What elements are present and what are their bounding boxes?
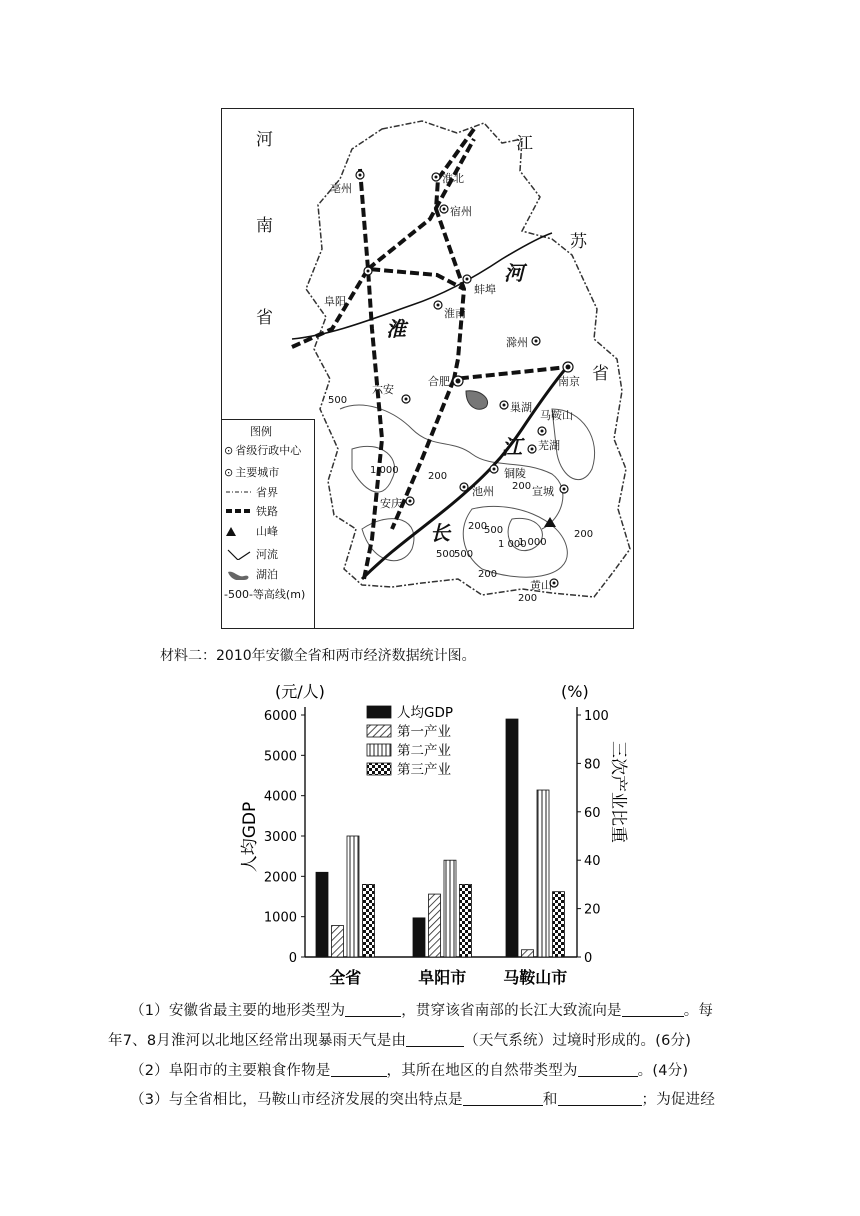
chaohu-lake bbox=[466, 391, 488, 410]
henan-label-2: 南 bbox=[256, 216, 273, 236]
bar-2 bbox=[429, 894, 441, 957]
category-label: 全省 bbox=[329, 968, 362, 987]
answer-blank[interactable] bbox=[345, 1002, 401, 1017]
right-tick-label: 20 bbox=[584, 902, 601, 918]
city-huaibei: 淮北 bbox=[442, 172, 464, 185]
city-icon: ⊙ bbox=[224, 465, 234, 479]
bar-1 bbox=[506, 719, 518, 957]
city-bengbu: 蚌埠 bbox=[474, 283, 496, 296]
capital-icon: ⊙ bbox=[224, 443, 234, 457]
right-axis-title: 三次产业比重 bbox=[608, 741, 628, 843]
bar-4 bbox=[460, 884, 472, 957]
contour-label: 500 bbox=[484, 525, 504, 536]
contour-label: 200 bbox=[574, 529, 594, 540]
q-text: ，其所在地区的自然带类型为 bbox=[386, 1063, 578, 1079]
jiangsu-label-1: 江 bbox=[516, 134, 533, 154]
chang-label-2: 江 bbox=[502, 435, 522, 459]
legend-label: 省界 bbox=[256, 486, 278, 499]
city-bozhou: 亳州 bbox=[330, 182, 352, 195]
contour-label: 200 bbox=[468, 521, 488, 532]
left-tick-label: 4000 bbox=[263, 789, 297, 805]
city-fuyang: 阜阳 bbox=[324, 295, 346, 308]
left-tick-label: 2000 bbox=[263, 870, 297, 886]
legend-swatch bbox=[367, 763, 391, 775]
contour-label: 1 000 bbox=[518, 537, 547, 548]
q-text: （3）与全省相比，马鞍山市经济发展的突出特点是 bbox=[130, 1092, 463, 1108]
city-xuancheng: 宣城 bbox=[532, 485, 554, 498]
legend-swatch bbox=[367, 725, 391, 737]
legend-label: 铁路 bbox=[256, 505, 278, 518]
material-caption: 材料二：2010年安徽全省和两市经济数据统计图。 bbox=[160, 648, 476, 664]
legend-title: 图例 bbox=[250, 425, 272, 438]
legend-label: 第二产业 bbox=[397, 743, 451, 759]
question-2 bbox=[130, 1059, 688, 1080]
q-text: ，贯穿该省南部的长江大致流向是 bbox=[401, 1003, 622, 1019]
city-maanshan: 马鞍山 bbox=[540, 409, 573, 422]
q-text: 和 bbox=[542, 1092, 558, 1108]
right-tick-label: 80 bbox=[584, 757, 601, 773]
q-text: （2）阜阳市的主要粮食作物是 bbox=[130, 1063, 331, 1079]
q-text: （天气系统）过境时形成的。(6分) bbox=[464, 1033, 692, 1049]
city-hefei: 合肥 bbox=[428, 375, 450, 388]
legend-label: 山峰 bbox=[256, 525, 278, 538]
bar-3 bbox=[444, 860, 456, 957]
legend-item bbox=[224, 586, 305, 602]
contour-label: 1 000 bbox=[498, 539, 527, 550]
map-legend bbox=[222, 419, 315, 629]
legend-item bbox=[224, 442, 301, 458]
legend-label: 第一产业 bbox=[397, 724, 451, 740]
contour-label: 500 bbox=[436, 549, 456, 560]
henan-label-3: 省 bbox=[256, 308, 273, 328]
bar-4 bbox=[553, 892, 565, 957]
huai-label-1: 淮 bbox=[386, 317, 406, 341]
city-wuhu: 芜湖 bbox=[538, 439, 560, 452]
peak-legend-icon bbox=[224, 525, 254, 537]
category-label: 马鞍山市 bbox=[503, 968, 568, 987]
bar-3 bbox=[347, 836, 359, 957]
legend-swatch bbox=[367, 706, 391, 718]
contour-label: 200 bbox=[428, 471, 448, 482]
legend-label: 河流 bbox=[256, 548, 278, 561]
right-tick-label: 60 bbox=[584, 805, 601, 821]
contour-label: 200 bbox=[512, 481, 532, 492]
left-axis-title: 人均GDP bbox=[240, 801, 260, 873]
legend-label: 人均GDP bbox=[397, 705, 453, 721]
huai-label-2: 河 bbox=[504, 261, 524, 285]
answer-blank[interactable] bbox=[463, 1091, 543, 1106]
city-nanjing: 南京 bbox=[558, 375, 580, 388]
city-anqing: 安庆 bbox=[380, 497, 402, 510]
right-tick-label: 0 bbox=[584, 951, 593, 966]
jiangsu-label-3: 省 bbox=[592, 364, 609, 384]
answer-blank[interactable] bbox=[622, 1002, 684, 1017]
q-text: 。每 bbox=[683, 1003, 714, 1019]
left-tick-label: 0 bbox=[288, 951, 297, 966]
contour-label: 1 000 bbox=[370, 465, 399, 476]
left-tick-label: 5000 bbox=[263, 749, 297, 765]
city-chizhou: 池州 bbox=[472, 485, 494, 498]
q-text: （1）安徽省最主要的地形类型为 bbox=[130, 1003, 346, 1019]
answer-blank[interactable] bbox=[406, 1032, 464, 1047]
city-suzhou: 宿州 bbox=[450, 205, 472, 218]
right-tick-label: 40 bbox=[584, 854, 601, 870]
question-1-line-2 bbox=[108, 1029, 691, 1050]
legend-label: 主要城市 bbox=[235, 466, 280, 479]
economy-bar-chart bbox=[225, 672, 645, 992]
legend-item bbox=[224, 566, 278, 582]
q-text: 。(4分) bbox=[637, 1063, 689, 1079]
bar-1 bbox=[316, 872, 328, 957]
legend-item bbox=[224, 503, 278, 519]
bar-1 bbox=[413, 918, 425, 957]
legend-item bbox=[224, 484, 278, 500]
legend-label: 省级行政中心 bbox=[235, 444, 302, 457]
answer-blank[interactable] bbox=[558, 1091, 642, 1106]
q-text: ；为促进经 bbox=[641, 1092, 716, 1108]
left-axis-unit: (元/人) bbox=[275, 682, 325, 701]
left-tick-label: 6000 bbox=[263, 709, 297, 724]
jiangsu-label-2: 苏 bbox=[570, 232, 587, 252]
city-luan: 六安 bbox=[372, 383, 394, 396]
legend-label: 湖泊 bbox=[256, 568, 278, 581]
huai-river bbox=[292, 233, 552, 339]
answer-blank[interactable] bbox=[578, 1062, 638, 1077]
bar-2 bbox=[522, 950, 534, 957]
left-tick-label: 3000 bbox=[263, 830, 297, 845]
contour-label: 200 bbox=[518, 593, 538, 604]
bar-3 bbox=[537, 790, 549, 957]
city-chaohu: 巢湖 bbox=[510, 401, 532, 414]
legend-label: -500-等高线(m) bbox=[224, 588, 306, 601]
city-huangshan: 黄山 bbox=[530, 579, 552, 592]
q-text: 年7、8月淮河以北地区经常出现暴雨天气是由 bbox=[108, 1033, 407, 1049]
contour-label: 500 bbox=[454, 549, 474, 560]
right-tick-label: 100 bbox=[584, 709, 609, 724]
contour-label: 500 bbox=[328, 395, 348, 406]
henan-label-1: 河 bbox=[256, 130, 273, 150]
category-label: 阜阳市 bbox=[418, 968, 467, 987]
right-axis-unit: (%) bbox=[561, 682, 589, 701]
left-tick-label: 1000 bbox=[263, 910, 297, 926]
anhui-map bbox=[221, 108, 634, 629]
answer-blank[interactable] bbox=[331, 1062, 387, 1077]
legend-item bbox=[224, 523, 278, 539]
legend-item bbox=[224, 464, 279, 480]
legend-label: 第三产业 bbox=[397, 762, 451, 778]
railway-icon bbox=[224, 505, 254, 517]
city-huainan: 淮南 bbox=[444, 307, 466, 320]
city-tongling: 铜陵 bbox=[504, 467, 526, 480]
legend-swatch bbox=[367, 744, 391, 756]
contour-label: 200 bbox=[478, 569, 498, 580]
bar-2 bbox=[332, 926, 344, 957]
river-icon bbox=[224, 548, 254, 560]
question-1-line-1 bbox=[130, 999, 713, 1020]
question-3 bbox=[130, 1088, 715, 1109]
city-chuzhou: 滁州 bbox=[506, 336, 528, 349]
legend-item bbox=[224, 546, 278, 562]
chang-label-1: 长 bbox=[430, 521, 450, 545]
lake-icon bbox=[224, 568, 254, 580]
boundary-icon bbox=[224, 486, 254, 498]
bar-4 bbox=[363, 884, 375, 957]
